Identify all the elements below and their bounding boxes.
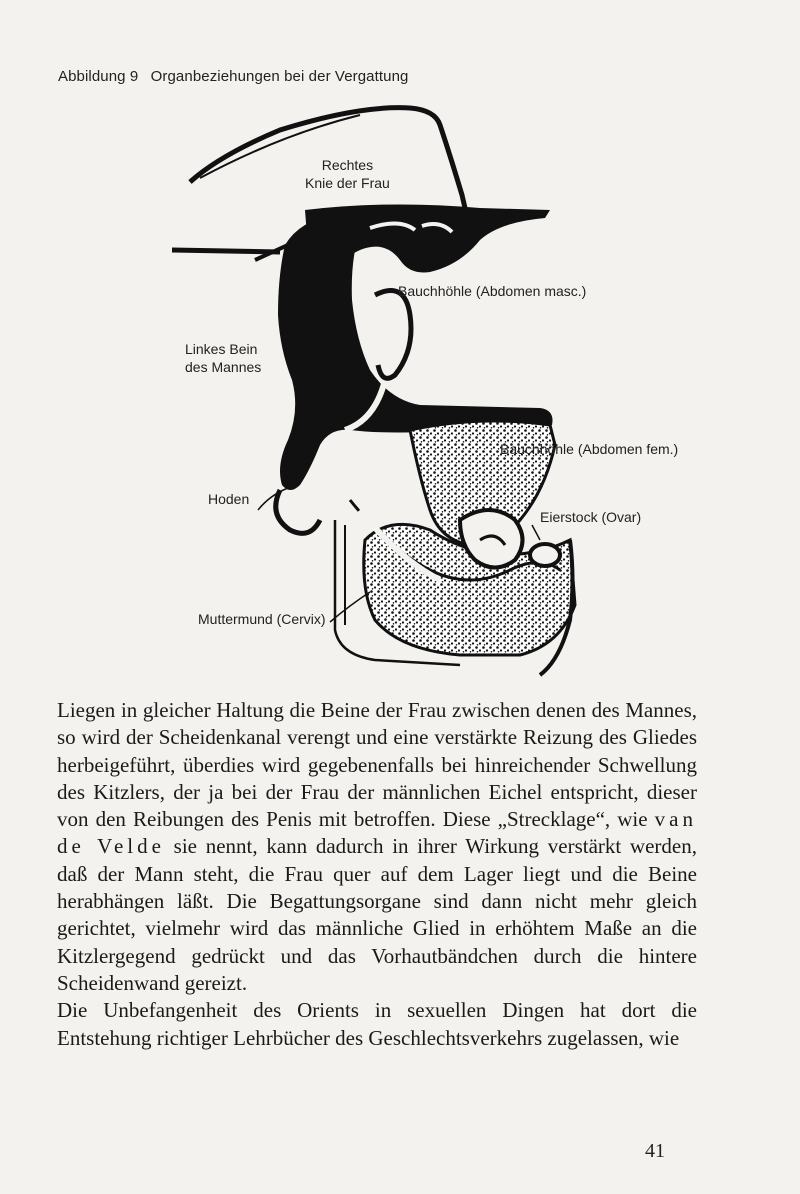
anatomy-illustration xyxy=(160,100,680,680)
paragraph-2: Die Unbefangenheit des Orients in sexuellen Dingen hat dort die Entstehung richtiger Lehrbücher des Geschlechtsverkehrs zugelassen, wie xyxy=(57,998,697,1050)
anatomical-figure xyxy=(160,100,680,680)
testis-leader xyxy=(258,488,288,510)
label-ovary: Eierstock (Ovar) xyxy=(540,509,642,525)
label-cervix: Muttermund (Cervix) xyxy=(198,611,326,627)
author-name: van de Velde xyxy=(57,807,697,859)
figure-number: Abbildung 9 xyxy=(58,68,139,85)
body-text xyxy=(57,697,697,1052)
paragraph-1: Liegen in gleicher Haltung die Beine der Frau zwischen denen des Mannes, so wird der Scheidenkanal verengt und eine verstärkte Reizung des Gliedes herbeigeführt, überdies wird gegebenenfalls bei hinreichender Schwellung des Kitzlers, der ja bei der Frau der männlichen Eichel entspricht, dieser von den Reibungen des Penis mit betroffen. Diese „Strecklage“, wie van de Velde sie nennt, kann dadurch in ihrer Wirkung verstärkt werden, daß der Mann steht, die Frau quer auf dem Lager liegt und die Beine herabhängen läßt. Die Begattungsorgane sind dann nicht mehr gleich gerichtet, vielmehr wird das männliche Glied in erhöhtem Maße an die Kitzlergegend gedrückt und das Vorhautbändchen durch die hintere Scheidenwand gereizt. xyxy=(57,698,697,995)
label-male-leg: Linkes Bein des Mannes xyxy=(185,341,262,375)
label-knee: Rechtes Knie der Frau xyxy=(305,157,390,191)
page-number: 41 xyxy=(645,1140,665,1162)
figure-caption xyxy=(58,68,409,85)
label-abdomen-fem: Bauchhöhle (Abdomen fem.) xyxy=(500,441,679,457)
figure-title: Organbeziehungen bei der Vergattung xyxy=(150,68,409,85)
label-testis: Hoden xyxy=(208,491,250,507)
ovary-leader xyxy=(532,525,540,540)
label-abdomen-masc: Bauchhöhle (Abdomen masc.) xyxy=(398,283,587,299)
